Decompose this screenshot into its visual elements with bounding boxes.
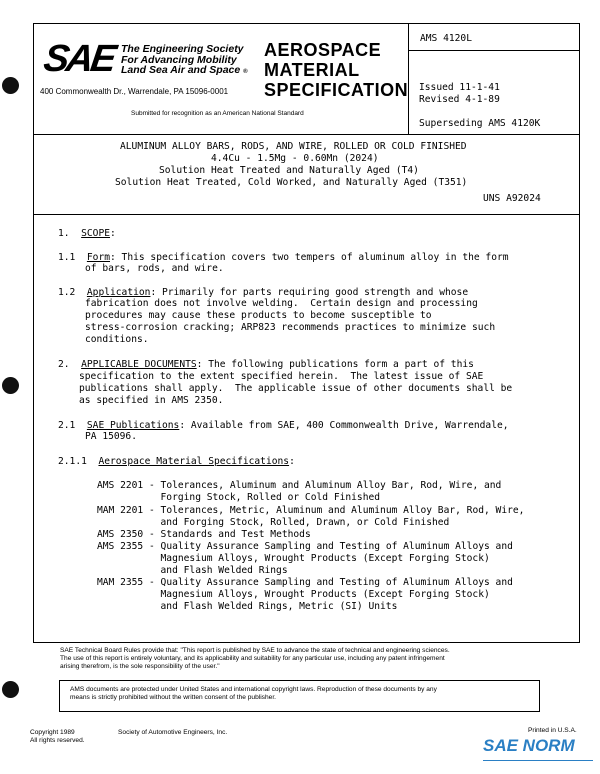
sae-norm-watermark: SAE NORM	[483, 736, 575, 755]
punch-hole	[2, 77, 19, 94]
reference-mam-2355-cont: Magnesium Alloys, Wrought Products (Except Forging Stock)	[148, 589, 490, 600]
temper-t4: Solution Heat Treated and Naturally Aged (T4)	[159, 165, 419, 176]
reference-ams-2355-cont: and Flash Welded Rings	[148, 565, 288, 576]
reference-ams-2350: AMS 2350 - Standards and Test Methods	[97, 529, 311, 540]
reference-mam-2201: MAM 2201 - Tolerances, Metric, Aluminum and Aluminum Alloy Bar, Rod, Wire,	[97, 505, 525, 516]
section-1-heading: 1. SCOPE:	[58, 228, 116, 239]
section-1-2: 1.2 Application: Primarily for parts requiring good strength and whose	[58, 287, 469, 298]
board-rules-notice: SAE Technical Board Rules provide that: "This report is published by SAE to advance the state of technical and engineering sciences. The use of this report is entirely voluntary, and its applicability and suitability for any particular use, including any patent infringement arising therefrom, is the sole responsibility of the user."	[60, 647, 450, 671]
section-1-2-line: fabrication does not involve welding. Certain design and processing	[85, 298, 478, 309]
superseding: Superseding AMS 4120K	[419, 118, 541, 129]
reference-ams-2355-cont: Magnesium Alloys, Wrought Products (Except Forging Stock)	[148, 553, 490, 564]
section-2-1-1-heading: 2.1.1 Aerospace Material Specifications:	[58, 456, 295, 467]
spec-number: AMS 4120L	[420, 33, 472, 44]
punch-hole	[2, 377, 19, 394]
material-composition: 4.4Cu - 1.5Mg - 0.60Mn (2024)	[211, 153, 379, 164]
section-1-2-line: conditions.	[85, 334, 149, 345]
printed-in: Printed in U.S.A.	[528, 727, 577, 734]
section-2-heading: 2. APPLICABLE DOCUMENTS: The following publications form a part of this	[58, 359, 474, 370]
section-2-line: as specified in AMS 2350.	[79, 395, 224, 406]
ansi-submission-note: Submitted for recognition as an American National Standard	[131, 110, 304, 117]
section-1-1-cont: of bars, rods, and wire.	[85, 263, 224, 274]
issued-date: Issued 11-1-41	[419, 82, 500, 93]
reference-mam-2355-cont: and Flash Welded Rings, Metric (SI) Units	[148, 601, 398, 612]
section-2-1: 2.1 SAE Publications: Available from SAE, 400 Commonwealth Drive, Warrendale,	[58, 420, 509, 431]
reference-ams-2201-cont: Forging Stock, Rolled or Cold Finished	[148, 492, 381, 503]
temper-t351: Solution Heat Treated, Cold Worked, and Naturally Aged (T351)	[115, 177, 468, 188]
reference-mam-2201-cont: and Forging Stock, Rolled, Drawn, or Cold Finished	[148, 517, 450, 528]
reference-ams-2355: AMS 2355 - Quality Assurance Sampling and Testing of Aluminum Alloys and	[97, 541, 513, 552]
copyright-notice: AMS documents are protected under United States and international copyright laws. Reproduction of these documents by any means is strictly prohibited without the written consent of the publisher.	[70, 686, 437, 702]
section-2-1-cont: PA 15096.	[85, 431, 137, 442]
section-1-2-line: stress-corrosion cracking; ARP823 recommends practices to minimize such	[85, 322, 496, 333]
header-divider	[33, 134, 579, 135]
reference-mam-2355: MAM 2355 - Quality Assurance Sampling and Testing of Aluminum Alloys and	[97, 577, 513, 588]
section-1-1: 1.1 Form: This specification covers two tempers of aluminum alloy in the form	[58, 252, 509, 263]
material-title: ALUMINUM ALLOY BARS, RODS, AND WIRE, ROLLED OR COLD FINISHED	[120, 141, 467, 152]
watermark-underline	[483, 760, 593, 761]
publisher-name: Society of Automotive Engineers, Inc.	[118, 729, 228, 736]
uns-number: UNS A92024	[483, 193, 541, 204]
copyright-year: Copyright 1989	[30, 729, 75, 736]
section-2-line: specification to the extent specified herein. The latest issue of SAE	[79, 371, 484, 382]
section-2-line: publications shall apply. The applicable issue of other documents shall be	[79, 383, 513, 394]
reference-ams-2201: AMS 2201 - Tolerances, Aluminum and Aluminum Alloy Bar, Rod, Wire, and	[97, 480, 502, 491]
title-divider	[33, 214, 579, 215]
document-type-title: AEROSPACE MATERIAL SPECIFICATION	[264, 40, 409, 100]
society-address: 400 Commonwealth Dr., Warrendale, PA 15096-0001	[40, 87, 229, 96]
section-1-2-line: procedures may cause these products to become susceptible to	[85, 310, 432, 321]
revised-date: Revised 4-1-89	[419, 94, 500, 105]
spec-number-divider	[408, 50, 579, 51]
punch-hole	[2, 681, 19, 698]
society-tagline: The Engineering Society For Advancing Mobility Land Sea Air and Space ®	[121, 43, 248, 76]
sae-logo: SAE	[41, 38, 117, 80]
rights-reserved: All rights reserved.	[30, 737, 85, 744]
